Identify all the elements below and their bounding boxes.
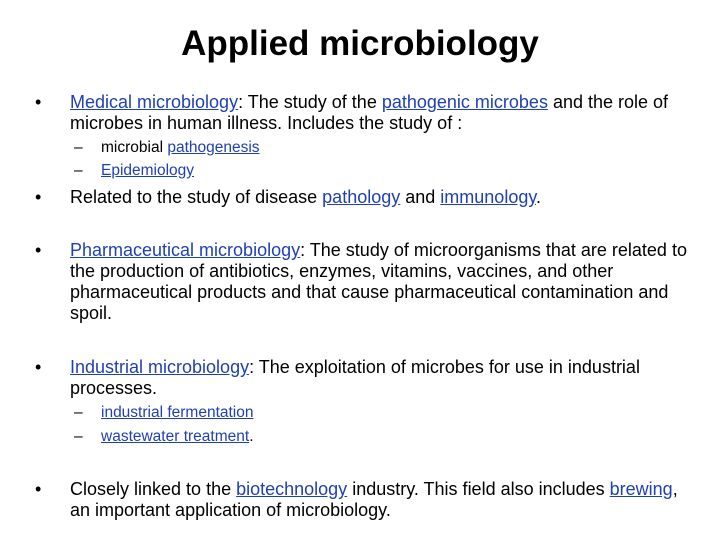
bullet-biotechnology xyxy=(35,479,690,521)
bullet-related-study xyxy=(35,187,690,208)
bullet-medical-microbiology xyxy=(35,92,690,134)
text: . xyxy=(536,187,542,207)
dash-marker: – xyxy=(74,404,83,421)
link-biotechnology[interactable]: biotechnology xyxy=(236,479,348,499)
dash-marker: – xyxy=(74,428,83,445)
text: , an important application of microbiology. xyxy=(70,479,678,520)
link-industrial-fermentation[interactable]: industrial fermentation xyxy=(101,404,254,421)
text: Related to the study of disease xyxy=(70,187,323,207)
text: Closely linked to the xyxy=(70,479,237,499)
bullet-industrial-microbiology xyxy=(35,357,690,399)
text: : The study of the xyxy=(238,92,382,112)
link-medical-microbiology[interactable]: Medical microbiology xyxy=(70,92,239,112)
subitem-industrial-fermentation xyxy=(74,403,661,423)
subitem-epidemiology xyxy=(74,161,661,181)
bullet-marker: • xyxy=(35,240,42,260)
slide-title: Applied microbiology xyxy=(181,24,539,63)
bullet-marker: • xyxy=(35,357,42,377)
text: and xyxy=(400,187,441,207)
subitem-pathogenesis xyxy=(74,138,661,158)
bullet-marker: • xyxy=(35,187,42,207)
link-epidemiology[interactable]: Epidemiology xyxy=(101,162,195,179)
link-wastewater-treatment[interactable]: wastewater treatment xyxy=(101,428,250,445)
link-immunology[interactable]: immunology xyxy=(440,187,537,207)
bullet-pharmaceutical-microbiology xyxy=(35,240,690,324)
subitem-wastewater-treatment xyxy=(74,427,661,447)
link-brewing[interactable]: brewing xyxy=(609,479,673,499)
text: and the role of microbes in human illness. Includes the study of : xyxy=(70,92,669,133)
link-pharmaceutical-microbiology[interactable]: Pharmaceutical microbiology xyxy=(70,240,301,260)
text: industry. This field also includes xyxy=(347,479,610,499)
text: . xyxy=(249,428,254,445)
text: microbial xyxy=(101,139,168,156)
link-pathogenesis[interactable]: pathogenesis xyxy=(167,139,260,156)
dash-marker: – xyxy=(74,139,83,156)
bullet-marker: • xyxy=(35,479,42,499)
link-pathogenic-microbes[interactable]: pathogenic microbes xyxy=(381,92,548,112)
link-pathology[interactable]: pathology xyxy=(322,187,401,207)
text: : The study of microorganisms that are related to the production of antibiotics, enzymes, vitamins, vaccines, and other pharmaceutical products and that cause pharmaceutical contamination and spoil. xyxy=(70,240,687,323)
bullet-marker: • xyxy=(35,92,42,112)
link-industrial-microbiology[interactable]: Industrial microbiology xyxy=(70,357,250,377)
dash-marker: – xyxy=(74,162,83,179)
text: : The exploitation of microbes for use in industrial processes. xyxy=(70,357,640,398)
